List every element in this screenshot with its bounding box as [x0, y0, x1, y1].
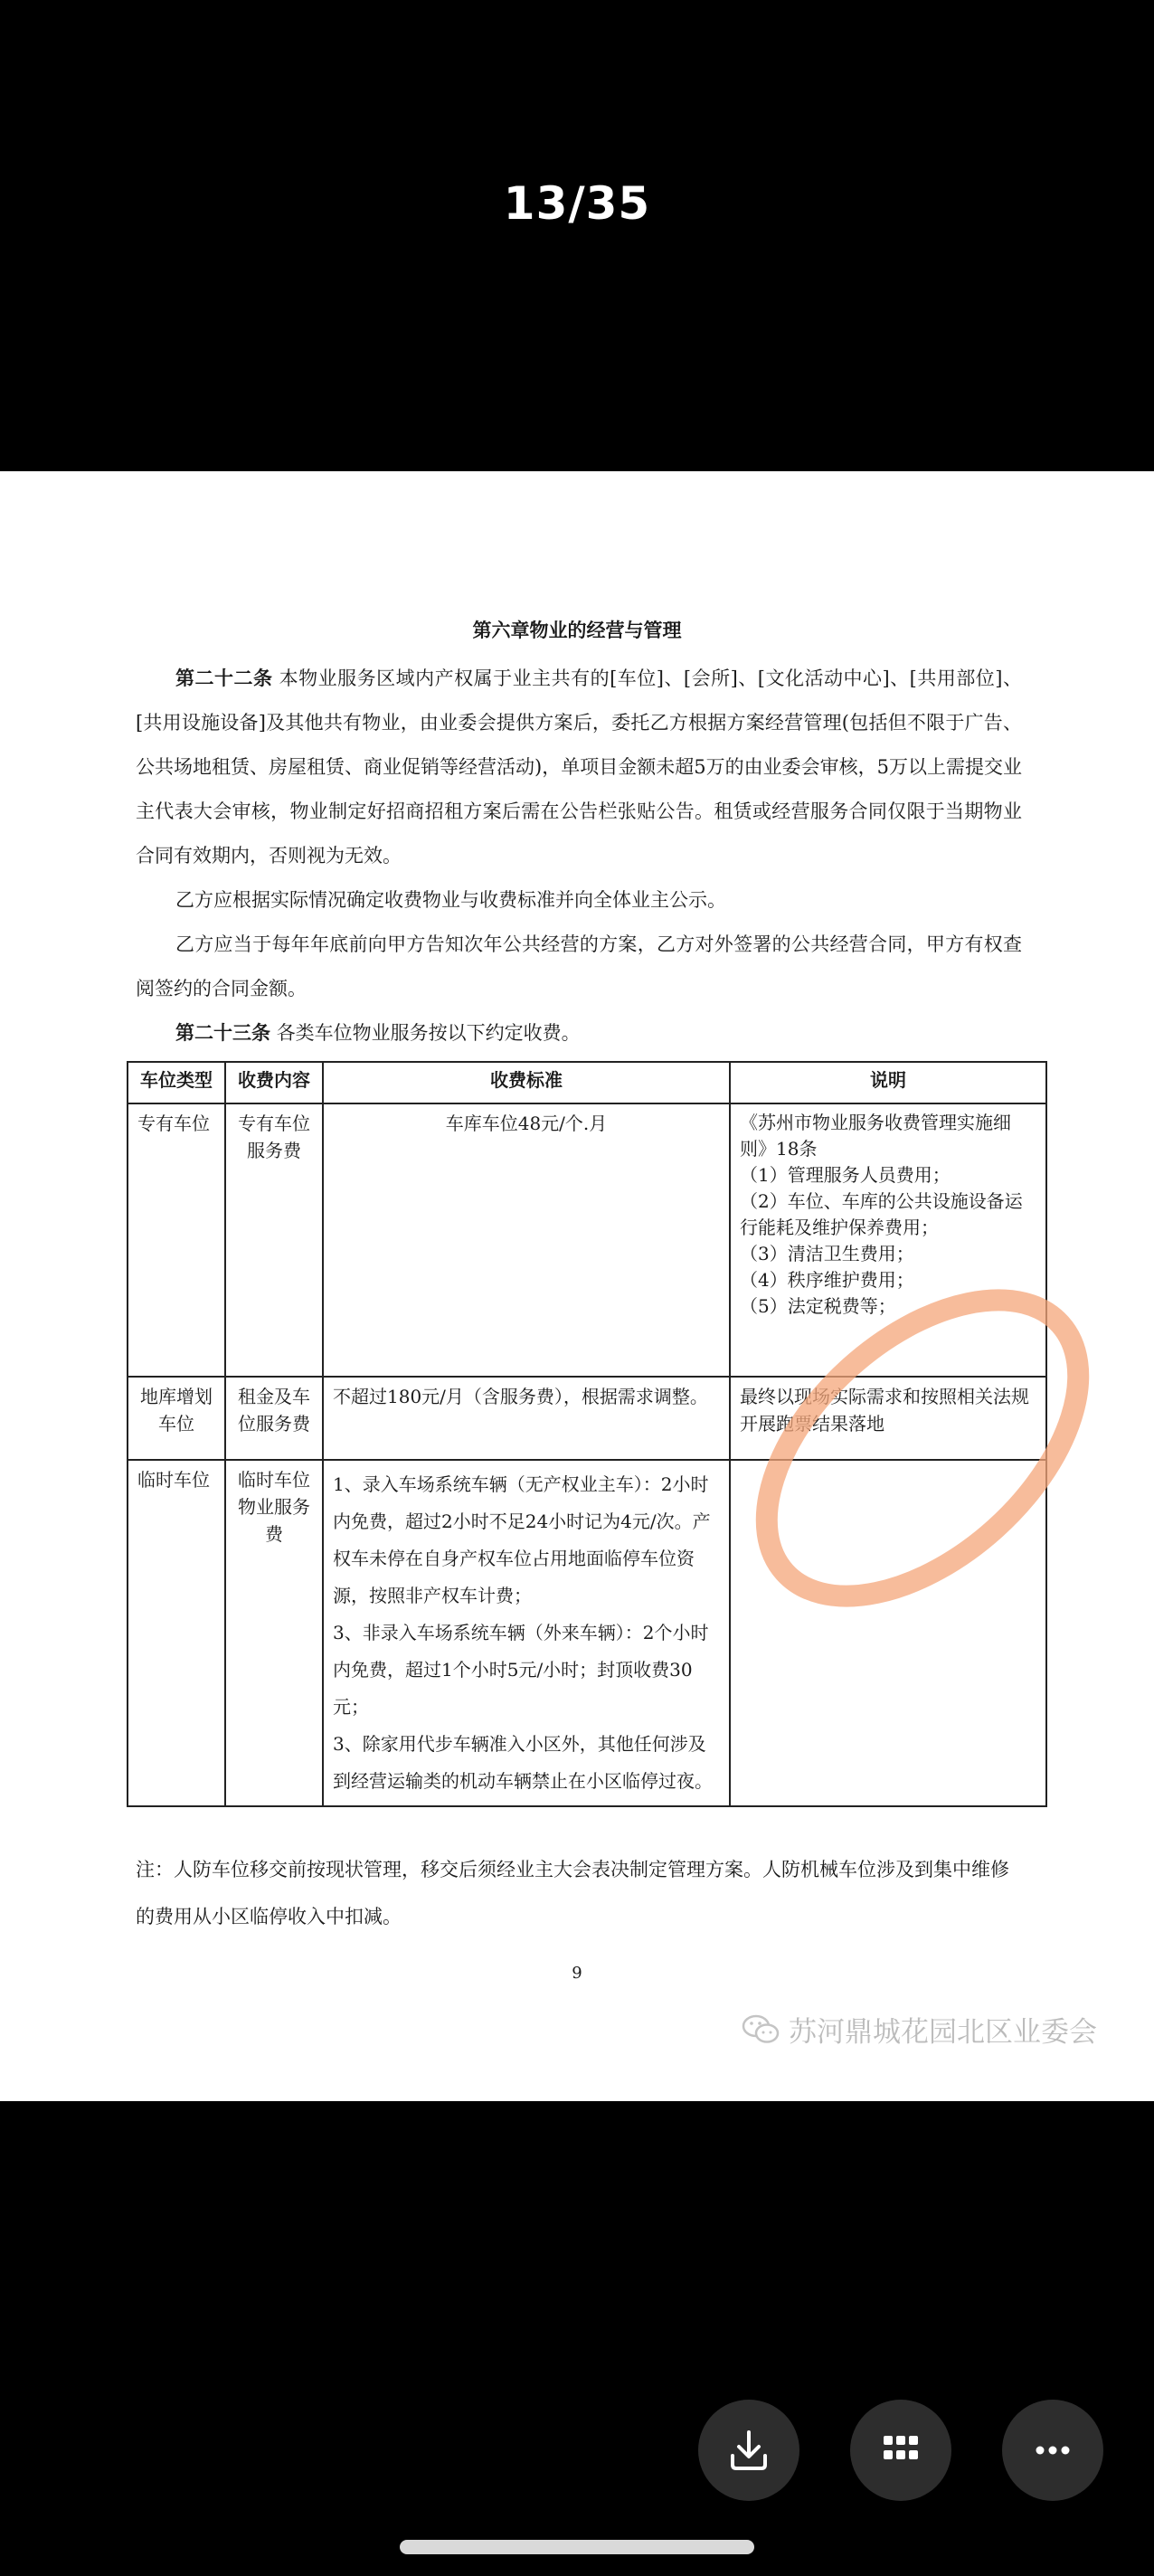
grid-button[interactable] [850, 2400, 951, 2501]
description-cell: 最终以现场实际需求和按照相关法规开展跑票结果落地 [730, 1377, 1046, 1460]
header-cell: 收费内容 [225, 1062, 323, 1103]
grid-icon [875, 2425, 926, 2476]
description-cell [730, 1103, 1046, 1377]
fee-table [127, 1061, 1047, 1807]
description-line: （5）法定税费等； [740, 1295, 896, 1317]
description-line: 《苏州市物业服务收费管理实施细则》18条 [740, 1112, 1011, 1160]
article-22-para-2: 乙方应根据实际情况确定收费物业与收费标准并向全体业主公示。 [175, 889, 726, 911]
page-counter: 13/35 [503, 177, 651, 230]
parking-type-cell: 地库增划车位 [128, 1377, 225, 1460]
fee-standard-line: 1、录入车场系统车辆（无产权业主车）：2小时内免费，超过2小时不足24小时记为4元/次。产权车未停在自身产权车位占用地面临停车位资源，按照非产权车计费； [333, 1473, 711, 1606]
fee-content-cell: 专有车位服务费 [225, 1103, 323, 1377]
article-23-heading: 第二十三条 [175, 1022, 270, 1044]
article-22 [136, 657, 1022, 878]
description-line: （2）车位、车库的公共设施设备运行能耗及维护保养费用； [740, 1190, 1023, 1238]
article-23 [136, 1011, 1022, 1056]
fee-content-cell: 临时车位物业服务费 [225, 1460, 323, 1806]
download-button[interactable] [698, 2400, 799, 2501]
more-button[interactable] [1002, 2400, 1103, 2501]
document-page [0, 471, 1154, 2101]
header-cell: 说明 [730, 1062, 1046, 1103]
wechat-icon [742, 2013, 780, 2046]
watermark-text: 苏河鼎城花园北区业委会 [789, 2016, 1097, 2049]
table-row [128, 1377, 1046, 1460]
fee-standard-line: 3、除家用代步车辆准入小区外，其他任何涉及到经营运输类的机动车辆禁止在小区临停过夜。 [333, 1733, 713, 1792]
home-indicator [400, 2540, 754, 2554]
description-cell [730, 1460, 1046, 1806]
article-23-text: 各类车位物业服务按以下约定收费。 [276, 1022, 581, 1044]
table-row [128, 1460, 1046, 1806]
article-22-heading: 第二十二条 [175, 668, 273, 689]
fee-standard-cell: 不超过180元/月（含服务费），根据需求调整。 [323, 1377, 730, 1460]
fee-standard-cell [323, 1460, 730, 1806]
fee-content-cell: 租金及车位服务费 [225, 1377, 323, 1460]
watermark [742, 2009, 1097, 2050]
table-header-row [128, 1062, 1046, 1103]
page-number: 9 [572, 1964, 582, 1983]
description-line: （1）管理服务人员费用； [740, 1164, 951, 1186]
fee-standard-cell: 车库车位48元/个.月 [323, 1103, 730, 1377]
fee-standard-line: 3、非录入车场系统车辆（外来车辆）：2个小时内免费，超过1个小时5元/小时；封顶收费30元； [333, 1622, 709, 1718]
more-icon [1027, 2425, 1078, 2476]
download-icon [724, 2425, 774, 2476]
header-cell: 收费标准 [323, 1062, 730, 1103]
header-cell: 车位类型 [128, 1062, 225, 1103]
description-line: （3）清洁卫生费用； [740, 1243, 914, 1264]
parking-type-cell: 临时车位 [128, 1460, 225, 1806]
chapter-title: 第六章物业的经营与管理 [472, 620, 682, 641]
article-22-para-3: 乙方应当于每年年底前向甲方告知次年公共经营的方案，乙方对外签署的公共经营合同，甲方有权查阅签约的合同金额。 [136, 933, 1022, 999]
description-line: （4）秩序维护费用； [740, 1269, 914, 1291]
table-row [128, 1103, 1046, 1377]
article-22-text: 本物业服务区域内产权属于业主共有的[车位]、[会所]、[文化活动中心]、[共用部位]、[共用设施设备]及其他共有物业，由业委会提供方案后，委托乙方根据方案经营管理(包括但不限于广告、公共场地租赁、房屋租赁、商业促销等经营活动)，单项目金额未超5万的由业委会审核，5万以上需提交业主代表大会审核，物业制定好招商招租方案后需在公告栏张贴公告。租赁或经营服务合同仅限于当期物业合同有效期内，否则视为无效。 [136, 668, 1022, 867]
parking-type-cell: 专有车位 [128, 1103, 225, 1377]
table-note: 注：人防车位移交前按现状管理，移交后须经业主大会表决制定管理方案。人防机械车位涉及到集中维修的费用从小区临停收入中扣减。 [136, 1859, 1009, 1927]
